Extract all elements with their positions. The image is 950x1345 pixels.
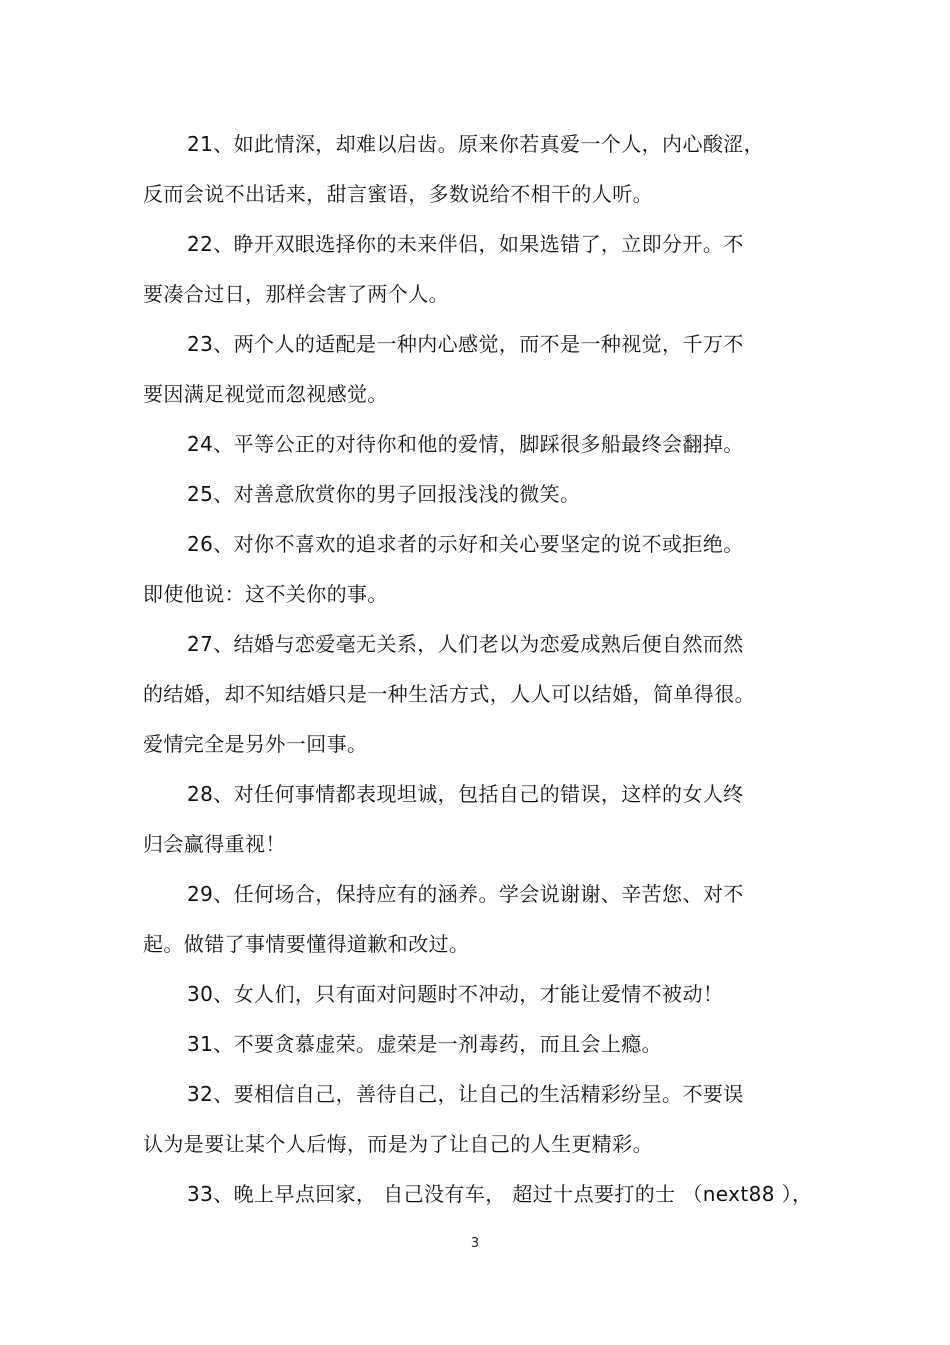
text-line-28a: 28、对任何事情都表现坦诚，包括自己的错误，这样的女人终 xyxy=(187,782,744,806)
text-line-31: 31、不要贪慕虚荣。虚荣是一剂毒药，而且会上瘾。 xyxy=(187,1032,663,1056)
text-line-29a: 29、任何场合，保持应有的涵养。学会说谢谢、辛苦您、对不 xyxy=(187,882,744,906)
text-line-27a: 27、结婚与恋爱毫无关系，人们老以为恋爱成熟后便自然而然 xyxy=(187,632,744,656)
text-line-27c: 爱情完全是另外一回事。 xyxy=(143,732,368,756)
text-line-33: 33、晚上早点回家， 自己没有车， 超过十点要打的士 （next88 ）， xyxy=(187,1182,813,1206)
text-line-23a: 23、两个人的适配是一种内心感觉，而不是一种视觉，千万不 xyxy=(187,332,744,356)
text-line-25: 25、对善意欣赏你的男子回报浅浅的微笑。 xyxy=(187,482,581,506)
text-line-30: 30、女人们，只有面对问题时不冲动，才能让爱情不被动！ xyxy=(187,982,724,1006)
text-line-26a: 26、对你不喜欢的追求者的示好和关心要坚定的说不或拒绝。 xyxy=(187,532,744,556)
text-line-23b: 要因满足视觉而忽视感觉。 xyxy=(143,382,388,406)
text-line-26b: 即使他说：这不关你的事。 xyxy=(143,582,388,606)
text-line-24: 24、平等公正的对待你和他的爱情，脚踩很多船最终会翻掉。 xyxy=(187,432,744,456)
text-line-21b: 反而会说不出话来，甜言蜜语，多数说给不相干的人听。 xyxy=(143,182,653,206)
text-line-28b: 归会赢得重视！ xyxy=(143,832,286,856)
text-line-22b: 要凑合过日，那样会害了两个人。 xyxy=(143,282,449,306)
page-number: 3 xyxy=(470,1236,480,1251)
text-line-32a: 32、要相信自己，善待自己，让自己的生活精彩纷呈。不要误 xyxy=(187,1082,744,1106)
text-line-29b: 起。做错了事情要懂得道歉和改过。 xyxy=(143,932,470,956)
text-line-32b: 认为是要让某个人后悔，而是为了让自己的人生更精彩。 xyxy=(143,1132,653,1156)
text-line-21a: 21、如此情深，却难以启齿。原来你若真爱一个人，内心酸涩， xyxy=(187,132,765,156)
text-line-22a: 22、睁开双眼选择你的未来伴侣，如果选错了，立即分开。不 xyxy=(187,232,744,256)
text-line-27b: 的结婚，却不知结婚只是一种生活方式，人人可以结婚，简单得很。 xyxy=(143,682,755,706)
